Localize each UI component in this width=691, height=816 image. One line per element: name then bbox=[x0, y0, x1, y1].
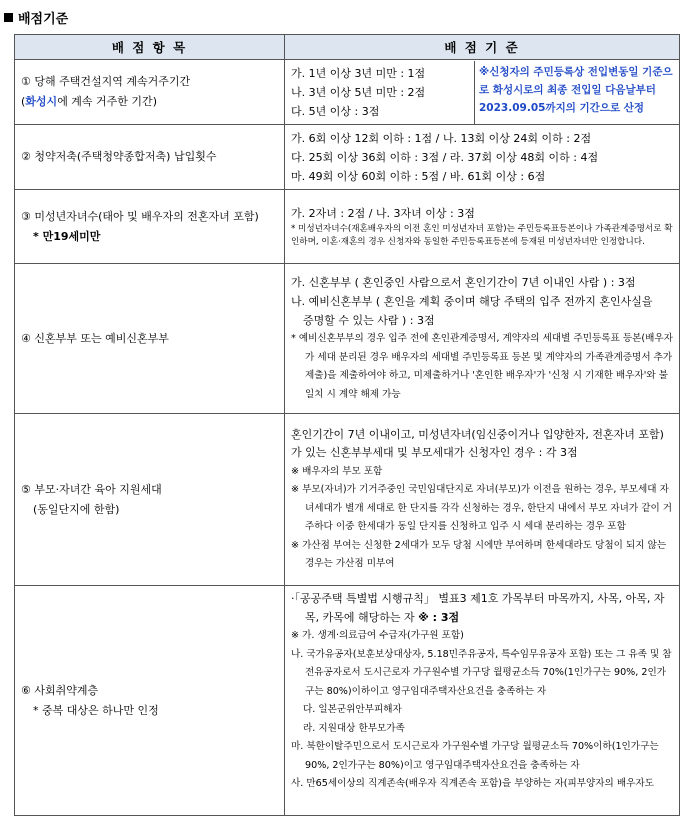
scoring-table bbox=[14, 34, 680, 816]
row-newlywed: ④ 신혼부부 또는 예비신혼부부 가. 신혼부부 ( 혼인중인 사람으로서 혼인기간이 7년 이내인 사람 ) : 3점 나. 예비신혼부부 ( 혼인을 계획 중이며 해당 주택의 입주 전까지 혼인사실을 증명할 수 있는 사람 ) : 3점 * 예비신혼부부의 경우 입주 전에 혼인관계증명서, 계약자의 세대별 주민등록표 등본(배우자가 세대 분리된 경우 배우자의 세대별 주민등록표 등본 및 계약자의 가족관계증명서 추가 제출)을 제출하여야 하고, 미제출하거나 '혼인한 배우자'가 '신청 시 기재한 배우자'와 불일치 시 계약 해제 가능 bbox=[15, 264, 680, 414]
row-residence: ① 당해 주택건설지역 계속거주기간 (화성시에 계속 거주한 기간) 가. 1년 이상 3년 미만 : 1점 나. 3년 이상 5년 미만 : 2점 다. 5년 이상 : 3점 ※신청자의 주민등록상 전입변동일 기준으로 화성시로의 최종 전입일 다음날부터 2023.09.05까지의 기간으로 산정 bbox=[15, 60, 680, 125]
row-children: ③ 미성년자녀수(태아 및 배우자의 전혼자녀 포함) * 만19세미만 가. 2자녀 : 2점 / 나. 3자녀 이상 : 3점 * 미성년자녀수(재혼배우자의 이전 혼인 미성년자녀 포함)는 주민등록표등본이나 가족관계증명서로 확인하며, 이혼·재혼의 경우 신청자와 동일한 주민등록표등본에 등재된 미성년자녀만 인정합니다. bbox=[15, 190, 680, 264]
residence-note: ※신청자의 주민등록상 전입변동일 기준으로 화성시로의 최종 전입일 다음날부터 2023.09.05까지의 기간으로 산정 bbox=[474, 61, 679, 124]
square-bullet-icon bbox=[4, 13, 13, 22]
row-childcare: ⑤ 부모·자녀간 육아 지원세대 (동일단지에 한함) 혼인기간이 7년 이내이고, 미성년자녀(임신중이거나 입양한자, 전혼자녀 포함)가 있는 신혼부부세대 및 부모세대가 신청자인 경우 : 각 3점 ※ 배우자의 부모 포함 ※ 부모(자녀)가 기거주중인 국민임대단지로 자녀(부모)가 이전을 원하는 경우, 부모세대 자녀세대가 별개 세대로 한 단지를 각각 신청하는 경우, 한단지 내에서 부모 자녀가 같이 거주하다 이중 한세대가 동일 단지를 신청하고 입주 시 세대 분리하는 경우 포함 ※ 가산점 부여는 신청한 2세대가 모두 당첨 시에만 부여하며 한세대라도 당첨이 되지 않는 경우는 가산점 미부여 bbox=[15, 414, 680, 586]
row-vulnerable: ⑥ 사회취약계층 * 중복 대상은 하나만 인정 ·「공공주택 특별법 시행규칙」 별표3 제1호 가목부터 마목까지, 사목, 아목, 자목, 카목에 해당하는 자 ※ : 3점 ※ 가. 생계·의료급여 수급자(가구원 포함) 나. 국가유공자(보훈보상대상자, 5.18민주유공자, 특수임무유공자 포함) 또는 그 유족 및 참전유공자로서 도시근로자 가구원수별 가구당 월평균소득 70%(1인가구는 90%, 2인가구는 80%)이하이고 영구임대주택자산요건을 충족하는 자 다. 일본군위안부피해자 라. 지원대상 한부모가족 마. 북한이탈주민으로서 도시근로자 가구원수별 가구당 월평균소득 70%이하(1인가구는 90%, 2인가구는 80%)이고 영구임대주택자산요건을 충족하는 자 사. 만65세이상의 직계존속(배우자 직계존속 포함)을 부양하는 자(피부양자의 배우자도 bbox=[15, 586, 680, 816]
section-title: 배점기준 bbox=[4, 8, 68, 27]
header-criteria: 배 점 기 준 bbox=[285, 35, 680, 60]
row-savings: ② 청약저축(주택청약종합저축) 납입횟수 가. 6회 이상 12회 이하 : 1점 / 나. 13회 이상 24회 이하 : 2점 다. 25회 이상 36회 이하 : 3점 / 라. 37회 이상 48회 이하 : 4점 마. 49회 이상 60회 이하 : 5점 / 바. 61회 이상 : 6점 bbox=[15, 125, 680, 190]
header-item: 배 점 항 목 bbox=[15, 35, 285, 60]
